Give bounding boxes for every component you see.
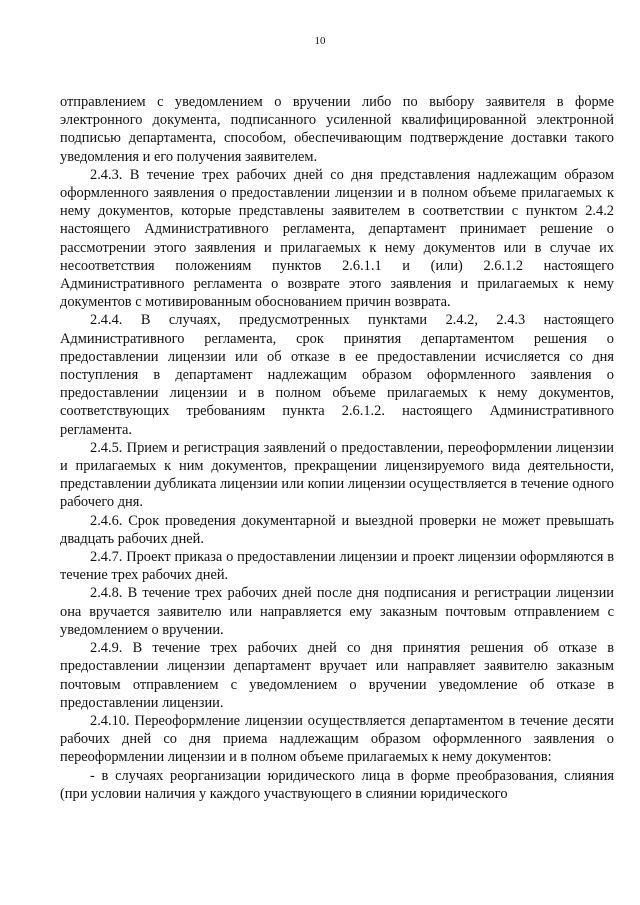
paragraph-2-4-9: 2.4.9. В течение трех рабочих дней со дня принятия решения об отказе в предоставлении лицензии департамент вручает или направляет заявителю заказным почтовым отправлением с уведомлением о вручении уведомление об отказе в предоставлении лицензии. <box>60 640 614 711</box>
list-item-reorganization: - в случаях реорганизации юридического лица в форме преобразования, слияния (при условии наличия у каждого участвующего в слиянии юридического <box>60 767 614 802</box>
page-number: 10 <box>314 35 326 47</box>
paragraph-2-4-10: 2.4.10. Переоформление лицензии осуществляется департаментом в течение десяти рабочих дней со дня приема надлежащим образом оформленного заявления о переоформлении лицензии и в полном объеме прилагаемых к нему документов: <box>60 712 614 766</box>
paragraph-2-4-7: 2.4.7. Проект приказа о предоставлении лицензии и проект лицензии оформляются в течение трех рабочих дней. <box>60 549 614 584</box>
paragraph-2-4-4: 2.4.4. В случаях, предусмотренных пунктами 2.4.2, 2.4.3 настоящего Административного регламента, срок принятия департаментом решения о предоставлении лицензии или об отказе в ее предоставлении исчисляется со дня поступления в департамент надлежащим образом оформленного заявления о предоставлении лицензии и в полном объеме прилагаемых к нему документов, соответствующих требованиям пункта 2.6.1.2. настоящего Административного регламента. <box>60 312 614 438</box>
paragraph-2-4-6: 2.4.6. Срок проведения документарной и выездной проверки не может превышать двадцать рабочих дней. <box>60 512 614 547</box>
paragraph-2-4-5: 2.4.5. Прием и регистрация заявлений о предоставлении, переоформлении лицензии и прилагаемых к ним документов, прекращении лицензируемого вида деятельности, представлении дубликата лицензии или копии лицензии осуществляется в течение одного рабочего дня. <box>60 439 614 511</box>
document-body <box>60 93 614 803</box>
paragraph-2-4-3: 2.4.3. В течение трех рабочих дней со дня представления надлежащим образом оформленного заявления о предоставлении лицензии и в полном объеме прилагаемых к нему документов, которые представлены заявителем в соответствии с пунктом 2.4.2 настоящего Административного регламента, департамент принимает решение о рассмотрении этого заявления и прилагаемых к нему документов или в случае их несоответствия положениям пунктов 2.6.1.1 и (или) 2.6.1.2 настоящего Административного регламента о возврате этого заявления и прилагаемых к нему документов с мотивированным обоснованием причин возврата. <box>60 166 614 311</box>
paragraph-2-4-8: 2.4.8. В течение трех рабочих дней после дня подписания и регистрации лицензии она вручается заявителю или направляется ему заказным почтовым отправлением с уведомлением о вручении. <box>60 585 614 638</box>
paragraph-continuation: отправлением с уведомлением о вручении либо по выбору заявителя в форме электронного документа, подписанного усиленной квалифицированной электронной подписью департамента, способом, обеспечивающим подтверждение доставки такого уведомления и его получения заявителем. <box>60 94 614 165</box>
